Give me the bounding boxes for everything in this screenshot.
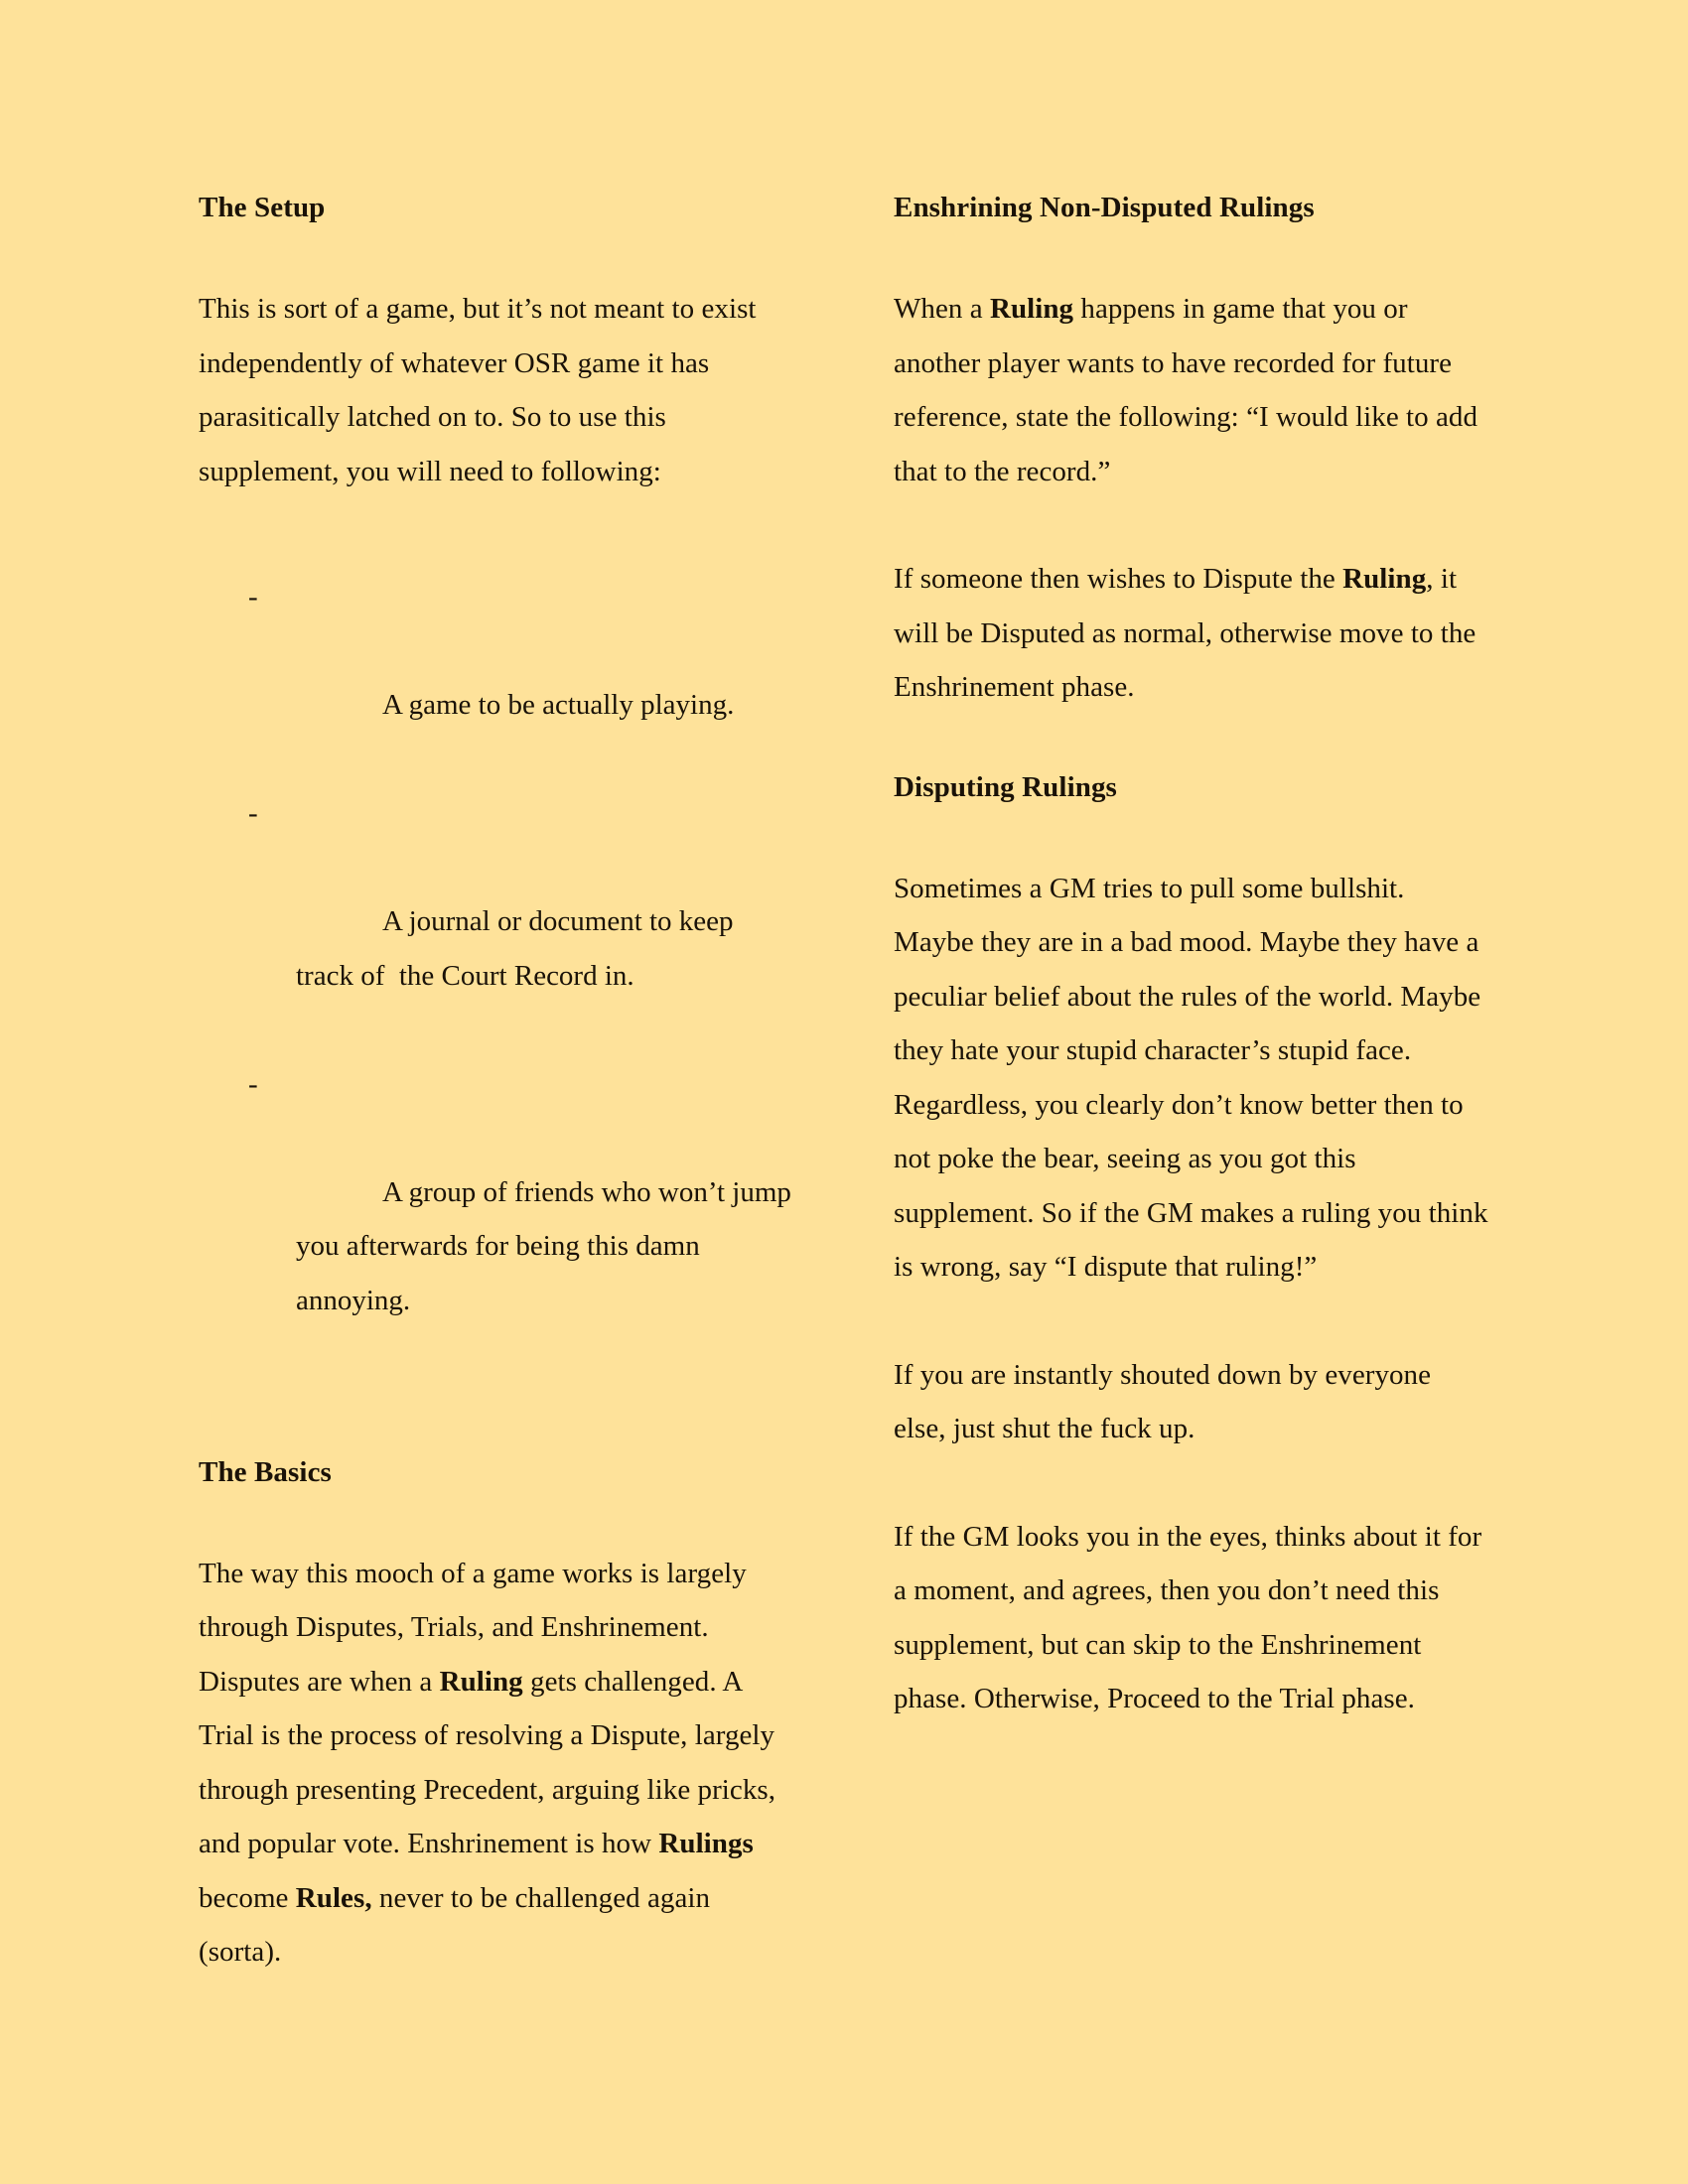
basics-bold-rules: Rules, — [295, 1881, 372, 1914]
section-disputing-rulings — [894, 768, 1495, 1726]
basics-text-1: The way this mooch of a game works is largely through Disputes, Trials, and Enshrinement. Disputes are when a — [199, 1557, 755, 1698]
basics-text-3: become — [199, 1828, 762, 1914]
basics-bold-ruling: Ruling — [439, 1665, 523, 1698]
section-the-basics — [199, 1453, 794, 1979]
heading-the-basics: The Basics — [199, 1455, 332, 1488]
paragraph-enshrining-2 — [894, 552, 1489, 715]
heading-disputing-rulings: Disputing Rulings — [894, 770, 1117, 803]
setup-requirements-list — [199, 570, 799, 1382]
bullet-dash-icon: - — [248, 581, 258, 613]
list-item — [199, 570, 794, 786]
enshrining-bold-ruling-2: Ruling — [1342, 563, 1427, 595]
section-the-setup — [199, 189, 799, 1382]
paragraph-disputing-3: If the GM looks you in the eyes, thinks about it for a moment, and agrees, then you don’t need this supplement, but can skip to the Enshrinement phase. Otherwise, Proceed to the Trial phase. — [894, 1520, 1489, 1714]
heading-enshrining-non-disputed-rulings: Enshrining Non-Disputed Rulings — [894, 192, 1315, 223]
paragraph-basics-body — [199, 1547, 794, 1979]
heading-the-setup: The Setup — [199, 192, 326, 223]
list-item — [199, 1057, 799, 1382]
enshrining-text-1: When a — [894, 293, 990, 325]
bullet-dash-icon: - — [248, 797, 258, 829]
section-enshrining-non-disputed-rulings — [894, 189, 1489, 715]
list-item-label: A journal or document to keep track of the Court Record in. — [296, 905, 741, 992]
left-column — [199, 189, 799, 2033]
list-item — [199, 786, 794, 1057]
bullet-dash-icon: - — [248, 1067, 258, 1100]
spacer-before-bullets — [199, 552, 794, 570]
basics-bold-rulings: Rulings — [658, 1828, 754, 1859]
right-column — [894, 189, 1495, 1726]
list-item-label: A group of friends who won’t jump you afterwards for being this damn annoying. — [296, 1175, 799, 1316]
paragraph-disputing-1: Sometimes a GM tries to pull some bullshit. Maybe they are in a bad mood. Maybe they have a peculiar belief about the rules of the world. Maybe they hate your stupid character’s stupid face. Regardless, you clearly don’t know better then to not poke the bear, seeing as you got this supplement. So if the GM makes a ruling you think is wrong, say “I dispute that ruling!” — [894, 872, 1495, 1283]
paragraph-disputing-2: If you are instantly shouted down by everyone else, just shut the fuck up. — [894, 1358, 1439, 1444]
paragraph-enshrining-1 — [894, 282, 1489, 498]
enshrining-text-4: , it will be Disputed as normal, otherwise move to the Enshrinement phase. — [894, 563, 1483, 703]
enshrining-text-2: happens in game that you or another player wants to have recorded for future reference, state the following: “I would like to add that to the record.” — [894, 293, 1485, 487]
enshrining-text-3: If someone then wishes to Dispute the — [894, 563, 1343, 595]
basics-text-4: never to be challenged again (sorta). — [199, 1881, 718, 1968]
enshrining-bold-ruling: Ruling — [989, 293, 1074, 325]
two-column-layout — [199, 189, 1495, 2033]
spacer-between-sections — [199, 1435, 794, 1453]
list-item-label: A game to be actually playing. — [382, 689, 735, 721]
basics-text-2: gets challenged. A Trial is the process of resolving a Dispute, largely through presenting Precedent, arguing like pricks, and popular vote. Enshrinement is how — [199, 1665, 783, 1859]
paragraph-setup-intro: This is sort of a game, but it’s not meant to exist independently of whatever OSR game it has parasitically latched on to. So to use this supplement, you will need to following: — [199, 293, 764, 487]
